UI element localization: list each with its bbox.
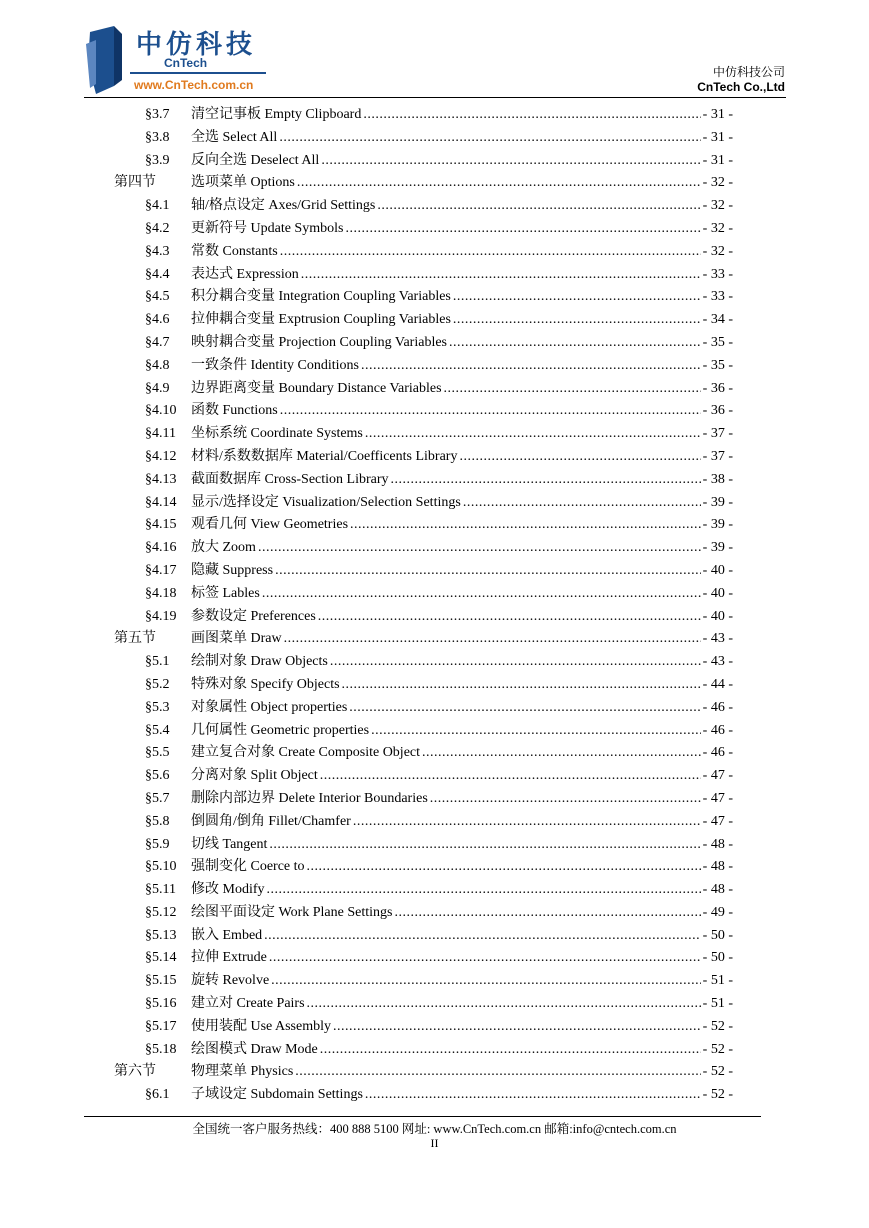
company-logo xyxy=(84,22,274,102)
toc-page-number: - 37 - xyxy=(702,426,733,442)
toc-page-number: - 48 - xyxy=(702,836,733,852)
toc-page-number: - 34 - xyxy=(702,312,733,328)
toc-page-number: - 50 - xyxy=(702,927,733,943)
toc-leader-dots xyxy=(463,492,701,515)
toc-section-number: 第六节 xyxy=(114,1064,156,1080)
toc-entry[interactable] xyxy=(0,400,869,423)
toc-page-number: - 47 - xyxy=(702,790,733,806)
toc-section-number: §5.7 xyxy=(145,790,170,806)
toc-section-number: §6.1 xyxy=(145,1087,170,1103)
toc-leader-dots xyxy=(321,150,700,173)
toc-title: 修改 Modify xyxy=(191,882,265,898)
toc-entry-line xyxy=(191,993,733,1016)
toc-leader-dots xyxy=(279,127,700,150)
toc-entry-line xyxy=(191,1016,733,1039)
toc-entry[interactable] xyxy=(0,1084,869,1107)
toc-entry-line xyxy=(191,127,733,150)
toc-section-number: §5.11 xyxy=(145,882,176,898)
toc-section-number: §4.1 xyxy=(145,198,170,214)
toc-leader-dots xyxy=(444,378,701,401)
toc-title: 旋转 Revolve xyxy=(191,973,270,989)
toc-section-number: §5.4 xyxy=(145,722,170,738)
toc-section-number: §5.6 xyxy=(145,768,170,784)
toc-section-number: §4.11 xyxy=(145,426,176,442)
toc-title: 物理菜单 Physics xyxy=(191,1064,294,1080)
toc-leader-dots xyxy=(345,218,700,241)
toc-leader-dots xyxy=(318,606,701,629)
toc-page-number: - 31 - xyxy=(702,152,733,168)
toc-entry-line xyxy=(191,606,733,629)
toc-section-number: §5.10 xyxy=(145,859,177,875)
toc-page-number: - 31 - xyxy=(702,129,733,145)
toc-page-number: - 40 - xyxy=(702,608,733,624)
header-divider xyxy=(84,97,786,98)
toc-entry[interactable] xyxy=(0,264,869,287)
toc-leader-dots xyxy=(301,264,701,287)
toc-entry[interactable] xyxy=(0,286,869,309)
toc-leader-dots xyxy=(284,628,701,651)
toc-page-number: - 36 - xyxy=(702,403,733,419)
toc-page-number: - 35 - xyxy=(702,334,733,350)
toc-entry[interactable] xyxy=(0,309,869,332)
toc-entry-line xyxy=(191,970,733,993)
toc-title: 建立复合对象 Create Composite Object xyxy=(191,745,421,761)
toc-entry-line xyxy=(191,697,733,720)
toc-page-number: - 51 - xyxy=(702,996,733,1012)
toc-entry[interactable] xyxy=(0,879,869,902)
toc-entry-line xyxy=(191,856,733,879)
toc-entry[interactable] xyxy=(0,788,869,811)
toc-section-number: §4.17 xyxy=(145,562,177,578)
toc-entry[interactable] xyxy=(0,127,869,150)
toc-entry[interactable] xyxy=(0,628,869,651)
toc-title: 拉伸 Extrude xyxy=(191,950,267,966)
logo-divider xyxy=(130,72,266,74)
toc-page-number: - 44 - xyxy=(702,676,733,692)
toc-page-number: - 38 - xyxy=(702,471,733,487)
logo-url: www.CnTech.com.cn xyxy=(134,78,254,92)
toc-title: 绘制对象 Draw Objects xyxy=(191,654,328,670)
toc-section-number: §4.3 xyxy=(145,243,170,259)
toc-leader-dots xyxy=(262,583,701,606)
toc-page-number: - 46 - xyxy=(702,699,733,715)
toc-section-number: §4.13 xyxy=(145,471,177,487)
toc-page-number: - 32 - xyxy=(702,198,733,214)
toc-section-number: §4.4 xyxy=(145,266,170,282)
toc-page-number: - 32 - xyxy=(702,175,733,191)
toc-title: 函数 Functions xyxy=(191,403,278,419)
toc-section-number: §4.8 xyxy=(145,357,170,373)
toc-page-number: - 47 - xyxy=(702,768,733,784)
page-number: II xyxy=(430,1136,439,1150)
toc-section-number: §3.9 xyxy=(145,152,170,168)
toc-title: 表达式 Expression xyxy=(191,266,299,282)
toc-section-number: §4.7 xyxy=(145,334,170,350)
toc-entry-line xyxy=(191,104,733,127)
toc-leader-dots xyxy=(307,856,701,879)
toc-entry[interactable] xyxy=(0,1039,869,1062)
toc-section-number: §5.16 xyxy=(145,996,177,1012)
toc-title: 坐标系统 Coordinate Systems xyxy=(191,426,363,442)
toc-title: 标签 Lables xyxy=(191,585,260,601)
toc-page-number: - 51 - xyxy=(702,973,733,989)
toc-entry-line xyxy=(191,286,733,309)
toc-title: 放大 Zoom xyxy=(191,540,256,556)
toc-section-number: §4.12 xyxy=(145,448,177,464)
toc-entry-line xyxy=(191,720,733,743)
toc-section-number: §5.9 xyxy=(145,836,170,852)
toc-title: 绘图模式 Draw Mode xyxy=(191,1041,318,1057)
toc-entry[interactable] xyxy=(0,492,869,515)
footer-contact-info: 全国统一客户服务热线：400 888 5100 网址: www.CnTech.com.cn 邮箱:info@cntech.com.cn xyxy=(192,1122,677,1136)
toc-page-number: - 37 - xyxy=(702,448,733,464)
toc-page-number: - 36 - xyxy=(702,380,733,396)
toc-page-number: - 39 - xyxy=(702,494,733,510)
toc-entry[interactable] xyxy=(0,993,869,1016)
toc-page-number: - 31 - xyxy=(702,107,733,122)
toc-leader-dots xyxy=(330,651,701,674)
toc-entry[interactable] xyxy=(0,1016,869,1039)
toc-page-number: - 52 - xyxy=(702,1018,733,1034)
toc-title: 全选 Select All xyxy=(191,129,278,145)
toc-section-number: §4.18 xyxy=(145,585,177,601)
toc-section-number: §4.19 xyxy=(145,608,177,624)
toc-page-number: - 43 - xyxy=(702,631,733,647)
toc-title: 嵌入 Embed xyxy=(191,927,263,943)
toc-title: 绘图平面设定 Work Plane Settings xyxy=(191,904,393,920)
toc-title: 常数 Constants xyxy=(191,243,278,259)
toc-section-number: §5.8 xyxy=(145,813,170,829)
toc-page-number: - 39 - xyxy=(702,517,733,533)
toc-entry-line xyxy=(191,241,733,264)
toc-leader-dots xyxy=(377,195,700,218)
toc-entry[interactable] xyxy=(0,150,869,173)
toc-leader-dots xyxy=(453,286,701,309)
logo-mark-icon xyxy=(84,24,124,96)
toc-leader-dots xyxy=(391,469,701,492)
toc-entry-line xyxy=(191,492,733,515)
toc-page-number: - 40 - xyxy=(702,585,733,601)
toc-leader-dots xyxy=(258,537,701,560)
toc-section-number: §4.5 xyxy=(145,289,170,305)
toc-title: 特殊对象 Specify Objects xyxy=(191,676,340,692)
toc-section-number: §4.6 xyxy=(145,312,170,328)
toc-title: 积分耦合变量 Integration Coupling Variables xyxy=(191,289,451,305)
toc-leader-dots xyxy=(295,1061,700,1084)
toc-entry-line xyxy=(191,469,733,492)
toc-entry[interactable] xyxy=(0,834,869,857)
toc-title: 删除内部边界 Delete Interior Boundaries xyxy=(191,790,428,806)
toc-entry[interactable] xyxy=(0,218,869,241)
toc-leader-dots xyxy=(269,834,700,857)
toc-leader-dots xyxy=(422,742,701,765)
toc-title: 边界距离变量 Boundary Distance Variables xyxy=(191,380,442,396)
toc-entry-line xyxy=(191,947,733,970)
toc-title: 显示/选择设定 Visualization/Selection Settings xyxy=(191,494,461,510)
toc-leader-dots xyxy=(363,104,700,127)
toc-entry-line xyxy=(191,514,733,537)
toc-entry[interactable] xyxy=(0,606,869,629)
toc-leader-dots xyxy=(365,1084,701,1107)
toc-entry-line xyxy=(191,446,733,469)
toc-title: 清空记事板 Empty Clipboard xyxy=(191,107,362,122)
toc-section-number: §5.5 xyxy=(145,745,170,761)
toc-title: 截面数据库 Cross-Section Library xyxy=(191,471,389,487)
footer-divider xyxy=(84,1116,761,1117)
logo-chinese-name: 中仿科技 xyxy=(136,30,257,60)
toc-section-number: §5.18 xyxy=(145,1041,177,1057)
toc-section-number: 第四节 xyxy=(114,175,156,191)
toc-leader-dots xyxy=(269,947,701,970)
toc-leader-dots xyxy=(353,811,701,834)
toc-leader-dots xyxy=(365,423,701,446)
toc-leader-dots xyxy=(430,788,701,811)
company-name-cn: 中仿科技公司 xyxy=(712,65,785,79)
toc-page-number: - 48 - xyxy=(702,859,733,875)
toc-leader-dots xyxy=(371,720,701,743)
toc-page-number: - 40 - xyxy=(702,562,733,578)
toc-entry-line xyxy=(191,150,733,173)
toc-title: 更新符号 Update Symbols xyxy=(191,220,344,236)
toc-title: 对象属性 Object properties xyxy=(191,699,348,715)
toc-page-number: - 50 - xyxy=(702,950,733,966)
toc-entry[interactable] xyxy=(0,765,869,788)
toc-entry-line xyxy=(191,218,733,241)
toc-entry-line xyxy=(191,879,733,902)
toc-entry-line xyxy=(191,1039,733,1062)
toc-leader-dots xyxy=(342,674,701,697)
toc-entry-line xyxy=(191,925,733,948)
toc-page-number: - 32 - xyxy=(702,243,733,259)
toc-page-number: - 52 - xyxy=(702,1064,733,1080)
toc-leader-dots xyxy=(449,332,701,355)
toc-section-number: §4.2 xyxy=(145,220,170,236)
toc-title: 倒圆角/倒角 Fillet/Chamfer xyxy=(191,813,351,829)
toc-title: 选项菜单 Options xyxy=(191,175,295,191)
toc-leader-dots xyxy=(275,560,701,583)
toc-section-number: §4.15 xyxy=(145,517,177,533)
toc-entry[interactable] xyxy=(0,241,869,264)
toc-entry[interactable] xyxy=(0,514,869,537)
toc-leader-dots xyxy=(267,879,701,902)
toc-title: 观看几何 View Geometries xyxy=(191,517,349,533)
toc-entry[interactable] xyxy=(0,355,869,378)
toc-entry[interactable] xyxy=(0,195,869,218)
table-of-contents xyxy=(0,104,869,1107)
toc-entry[interactable] xyxy=(0,1061,869,1084)
toc-entry[interactable] xyxy=(0,104,869,127)
page-header xyxy=(0,0,869,100)
toc-section-number: §4.16 xyxy=(145,540,177,556)
toc-page-number: - 35 - xyxy=(702,357,733,373)
toc-entry-line xyxy=(191,742,733,765)
toc-section-number: §5.3 xyxy=(145,699,170,715)
toc-section-number: §5.13 xyxy=(145,927,177,943)
toc-entry-line xyxy=(191,1061,733,1084)
toc-section-number: §4.14 xyxy=(145,494,177,510)
toc-entry[interactable] xyxy=(0,172,869,195)
toc-entry[interactable] xyxy=(0,651,869,674)
toc-entry-line xyxy=(191,811,733,834)
toc-title: 隐藏 Suppress xyxy=(191,562,274,578)
toc-section-number: §5.17 xyxy=(145,1018,177,1034)
toc-entry-line xyxy=(191,195,733,218)
toc-entry[interactable] xyxy=(0,583,869,606)
toc-page-number: - 46 - xyxy=(702,722,733,738)
toc-entry-line xyxy=(191,651,733,674)
toc-entry[interactable] xyxy=(0,469,869,492)
toc-entry-line xyxy=(191,264,733,287)
toc-entry-line xyxy=(191,674,733,697)
toc-page-number: - 52 - xyxy=(702,1041,733,1057)
toc-page-number: - 49 - xyxy=(702,904,733,920)
toc-entry-line xyxy=(191,583,733,606)
toc-title: 几何属性 Geometric properties xyxy=(191,722,370,738)
toc-entry[interactable] xyxy=(0,446,869,469)
toc-title: 参数设定 Preferences xyxy=(191,608,316,624)
toc-entry[interactable] xyxy=(0,902,869,925)
toc-title: 映射耦合变量 Projection Coupling Variables xyxy=(191,334,447,350)
toc-title: 反向全选 Deselect All xyxy=(191,152,320,168)
toc-entry[interactable] xyxy=(0,856,869,879)
toc-section-number: §5.15 xyxy=(145,973,177,989)
toc-title: 切线 Tangent xyxy=(191,836,268,852)
toc-page-number: - 47 - xyxy=(702,813,733,829)
toc-entry-line xyxy=(191,628,733,651)
toc-entry[interactable] xyxy=(0,970,869,993)
toc-section-number: §4.10 xyxy=(145,403,177,419)
logo-english-name: CnTech xyxy=(164,56,208,70)
toc-entry[interactable] xyxy=(0,378,869,401)
toc-entry-line xyxy=(191,309,733,332)
toc-title: 分离对象 Split Object xyxy=(191,768,318,784)
toc-page-number: - 32 - xyxy=(702,220,733,236)
toc-title: 材料/系数数据库 Material/Coefficents Library xyxy=(191,448,458,464)
toc-leader-dots xyxy=(297,172,701,195)
toc-leader-dots xyxy=(394,902,700,925)
toc-title: 使用装配 Use Assembly xyxy=(191,1018,331,1034)
toc-page-number: - 33 - xyxy=(702,266,733,282)
toc-entry-line xyxy=(191,332,733,355)
toc-page-number: - 52 - xyxy=(702,1087,733,1103)
toc-leader-dots xyxy=(333,1016,701,1039)
toc-title: 画图菜单 Draw xyxy=(191,631,282,647)
toc-leader-dots xyxy=(361,355,701,378)
toc-leader-dots xyxy=(271,970,701,993)
toc-page-number: - 48 - xyxy=(702,882,733,898)
toc-leader-dots xyxy=(280,400,701,423)
toc-entry-line xyxy=(191,834,733,857)
toc-entry[interactable] xyxy=(0,925,869,948)
toc-leader-dots xyxy=(453,309,701,332)
toc-entry-line xyxy=(191,400,733,423)
toc-entry[interactable] xyxy=(0,811,869,834)
toc-section-number: §5.2 xyxy=(145,676,170,692)
toc-title: 拉伸耦合变量 Exptrusion Coupling Variables xyxy=(191,312,451,328)
company-name-en: CnTech Co.,Ltd xyxy=(697,80,785,94)
toc-entry-line xyxy=(191,765,733,788)
toc-section-number: §5.12 xyxy=(145,904,177,920)
toc-page-number: - 33 - xyxy=(702,289,733,305)
toc-leader-dots xyxy=(320,765,701,788)
toc-title: 轴/格点设定 Axes/Grid Settings xyxy=(191,198,376,214)
toc-leader-dots xyxy=(280,241,701,264)
toc-entry-line xyxy=(191,1084,733,1107)
toc-title: 强制变化 Coerce to xyxy=(191,859,305,875)
toc-entry-line xyxy=(191,560,733,583)
toc-page-number: - 43 - xyxy=(702,654,733,670)
toc-leader-dots xyxy=(459,446,700,469)
toc-leader-dots xyxy=(349,697,700,720)
toc-leader-dots xyxy=(350,514,701,537)
toc-page-number: - 46 - xyxy=(702,745,733,761)
toc-entry-line xyxy=(191,788,733,811)
toc-entry-line xyxy=(191,902,733,925)
toc-entry[interactable] xyxy=(0,742,869,765)
toc-entry[interactable] xyxy=(0,537,869,560)
toc-entry[interactable] xyxy=(0,423,869,446)
toc-section-number: 第五节 xyxy=(114,631,156,647)
toc-section-number: §3.7 xyxy=(145,107,170,122)
toc-title: 子域设定 Subdomain Settings xyxy=(191,1087,363,1103)
toc-entry[interactable] xyxy=(0,674,869,697)
toc-leader-dots xyxy=(307,993,701,1016)
toc-title: 建立对 Create Pairs xyxy=(191,996,305,1012)
toc-entry[interactable] xyxy=(0,332,869,355)
toc-entry-line xyxy=(191,172,733,195)
toc-entry-line xyxy=(191,537,733,560)
toc-entry[interactable] xyxy=(0,720,869,743)
toc-page-number: - 39 - xyxy=(702,540,733,556)
toc-section-number: §3.8 xyxy=(145,129,170,145)
toc-entry[interactable] xyxy=(0,697,869,720)
toc-entry-line xyxy=(191,355,733,378)
toc-section-number: §5.14 xyxy=(145,950,177,966)
toc-entry-line xyxy=(191,378,733,401)
toc-title: 一致条件 Identity Conditions xyxy=(191,357,359,373)
toc-section-number: §5.1 xyxy=(145,654,170,670)
toc-leader-dots xyxy=(264,925,701,948)
toc-section-number: §4.9 xyxy=(145,380,170,396)
toc-leader-dots xyxy=(320,1039,701,1062)
toc-entry[interactable] xyxy=(0,947,869,970)
toc-entry-line xyxy=(191,423,733,446)
toc-entry[interactable] xyxy=(0,560,869,583)
